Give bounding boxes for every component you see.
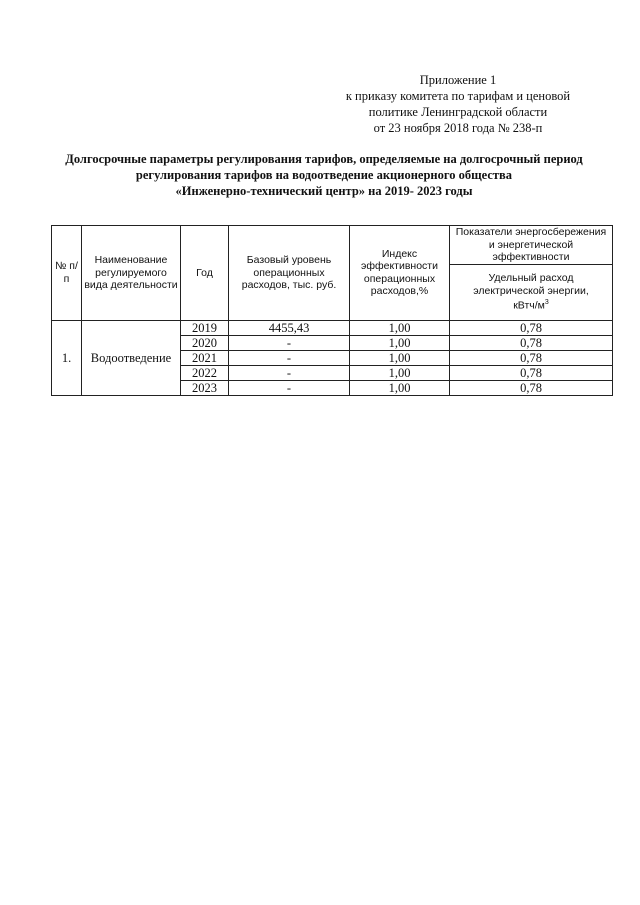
cell-year: 2023 bbox=[181, 380, 229, 395]
cell-year: 2019 bbox=[181, 320, 229, 335]
cell-year: 2021 bbox=[181, 350, 229, 365]
header-activity: Наименование регулируемого вида деятельности bbox=[82, 226, 181, 321]
header-energy-group: Показатели энергосбережения и энергетической эффективности bbox=[450, 226, 613, 265]
cell-efficiency-index: 1,00 bbox=[350, 380, 450, 395]
header-base-level: Базовый уровень операционных расходов, тыс. руб. bbox=[229, 226, 350, 321]
header-number: № п/п bbox=[52, 226, 82, 321]
cell-efficiency-index: 1,00 bbox=[350, 365, 450, 380]
cell-base-level: - bbox=[229, 335, 350, 350]
header-year: Год bbox=[181, 226, 229, 321]
cell-base-level: 4455,43 bbox=[229, 320, 350, 335]
header-electricity-unit: кВтч/м bbox=[513, 299, 545, 312]
header-electricity-unit-sup: 3 bbox=[544, 299, 549, 306]
title-line: «Инженерно-технический центр» на 2019- 2023 годы bbox=[175, 184, 473, 198]
cell-base-level: - bbox=[229, 380, 350, 395]
cell-efficiency-index: 1,00 bbox=[350, 335, 450, 350]
appendix-line: от 23 ноября 2018 года № 238-п bbox=[373, 121, 543, 135]
appendix-header bbox=[308, 72, 608, 136]
header-efficiency-index: Индекс эффективности операционных расходов,% bbox=[350, 226, 450, 321]
cell-row-number: 1. bbox=[52, 320, 82, 395]
appendix-line: Приложение 1 bbox=[419, 73, 497, 87]
cell-electricity: 0,78 bbox=[450, 380, 613, 395]
appendix-line: к приказу комитета по тарифам и ценовой bbox=[345, 89, 571, 103]
header-electricity bbox=[450, 264, 613, 320]
header-electricity-label: Удельный расход электрической энергии, bbox=[473, 272, 589, 297]
title-line: регулирования тарифов на водоотведение акционерного общества bbox=[135, 168, 513, 182]
appendix-line: политике Ленинградской области bbox=[368, 105, 548, 119]
cell-year: 2020 bbox=[181, 335, 229, 350]
cell-efficiency-index: 1,00 bbox=[350, 350, 450, 365]
cell-electricity: 0,78 bbox=[450, 320, 613, 335]
cell-base-level: - bbox=[229, 365, 350, 380]
cell-activity: Водоотведение bbox=[82, 320, 181, 395]
cell-year: 2022 bbox=[181, 365, 229, 380]
parameters-table bbox=[51, 225, 613, 396]
cell-electricity: 0,78 bbox=[450, 365, 613, 380]
cell-electricity: 0,78 bbox=[450, 350, 613, 365]
cell-base-level: - bbox=[229, 350, 350, 365]
cell-efficiency-index: 1,00 bbox=[350, 320, 450, 335]
cell-electricity: 0,78 bbox=[450, 335, 613, 350]
title-line: Долгосрочные параметры регулирования тарифов, определяемые на долгосрочный период bbox=[65, 152, 583, 166]
document-title bbox=[40, 151, 608, 199]
table-row bbox=[52, 320, 613, 335]
